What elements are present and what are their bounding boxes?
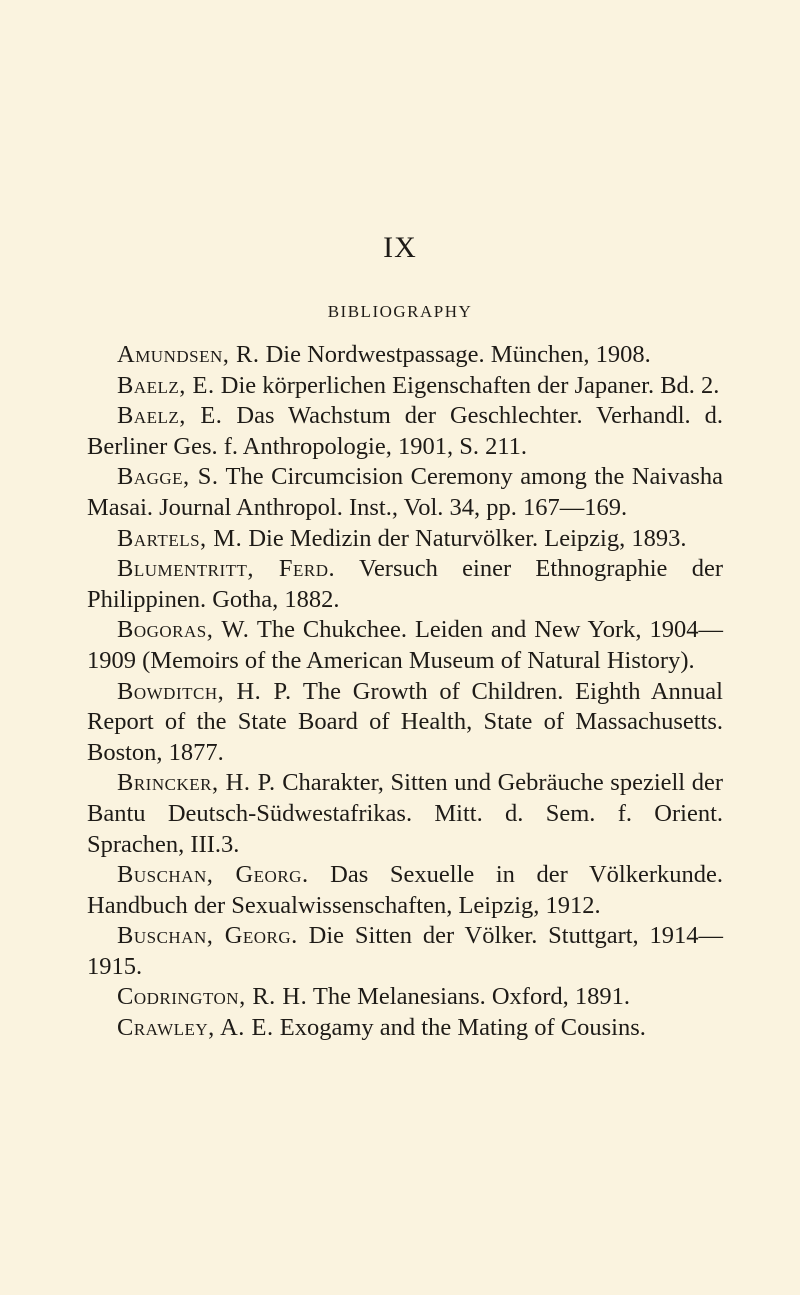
entry-text: Exogamy and the Mating of Cousins. (273, 1014, 646, 1042)
entry-text: Versuch einer Ethnographie der Philippinen. Gotha, 1882. (87, 555, 723, 613)
entry-author: Bartels, M. (117, 524, 243, 552)
entry-author: Buschan, Georg. (117, 861, 309, 889)
entry-text: Das Wachstum der Geschlechter. Verhandl. d. Berliner Ges. f. Anthropologie, 1901, S. 211. (87, 402, 723, 460)
bibliography-entry (87, 615, 723, 676)
entry-text: The Circumcision Ceremony among the Naivasha Masai. Journal Anthropol. Inst., Vol. 34, pp. 167—169. (87, 463, 724, 521)
chapter-numeral: IX (383, 231, 417, 264)
entry-author: Buschan, Georg. (117, 922, 298, 950)
entry-text: The Growth of Children. Eighth Annual Report of the State Board of Health, State of Massachusetts. Boston, 1877. (87, 677, 723, 766)
entry-author: Crawley, A. E. (117, 1014, 274, 1042)
section-title: BIBLIOGRAPHY (327, 302, 473, 321)
entry-author: Baelz, E. (117, 402, 223, 430)
bibliography-entry (87, 1013, 723, 1044)
bibliography-entry (87, 524, 723, 555)
entry-text: Die Sitten der Völker. Stuttgart, 1914—1915. (87, 922, 723, 980)
entry-author: Blumentritt, Ferd. (117, 555, 336, 583)
entry-author: Brincker, H. P. (117, 769, 276, 797)
bibliography-entry (87, 921, 723, 982)
entry-text: The Melanesians. Oxford, 1891. (307, 983, 630, 1011)
bibliography-entry (87, 340, 723, 371)
entry-text: Die Nordwestpassage. München, 1908. (259, 341, 651, 368)
entry-author: Bowditch, H. P. (117, 677, 292, 705)
entry-author: Codrington, R. H. (117, 983, 308, 1011)
entry-text: Die Medizin der Naturvölker. Leipzig, 1893. (242, 524, 687, 552)
bibliography-entry (87, 860, 723, 921)
bibliography-entry (87, 554, 723, 615)
bibliography-list (87, 340, 723, 1044)
bibliography-entry (87, 462, 723, 523)
bibliography-entry (87, 982, 723, 1013)
bibliography-entry (87, 371, 723, 402)
entry-author: Bogoras, W. (117, 616, 250, 644)
entry-text: The Chukchee. Leiden and New York, 1904—1909 (Memoirs of the American Museum of Natural History). (87, 616, 723, 674)
bibliography-entry (87, 768, 723, 860)
entry-text: Das Sexuelle in der Völkerkunde. Handbuch der Sexualwissenschaften, Leipzig, 1912. (87, 861, 723, 919)
entry-author: Baelz, E. (117, 371, 215, 399)
entry-author: Bagge, S. (117, 463, 219, 491)
entry-text: Charakter, Sitten und Gebräuche speziell der Bantu Deutsch-Südwestafrikas. Mitt. d. Sem. f. Orient. Sprachen, III.3. (87, 769, 723, 858)
bibliography-entry (87, 401, 723, 462)
entry-author: Amundsen, R. (117, 341, 260, 368)
bibliography-entry (87, 677, 723, 769)
entry-text: Die körperlichen Eigenschaften der Japaner. Bd. 2. (214, 371, 720, 399)
